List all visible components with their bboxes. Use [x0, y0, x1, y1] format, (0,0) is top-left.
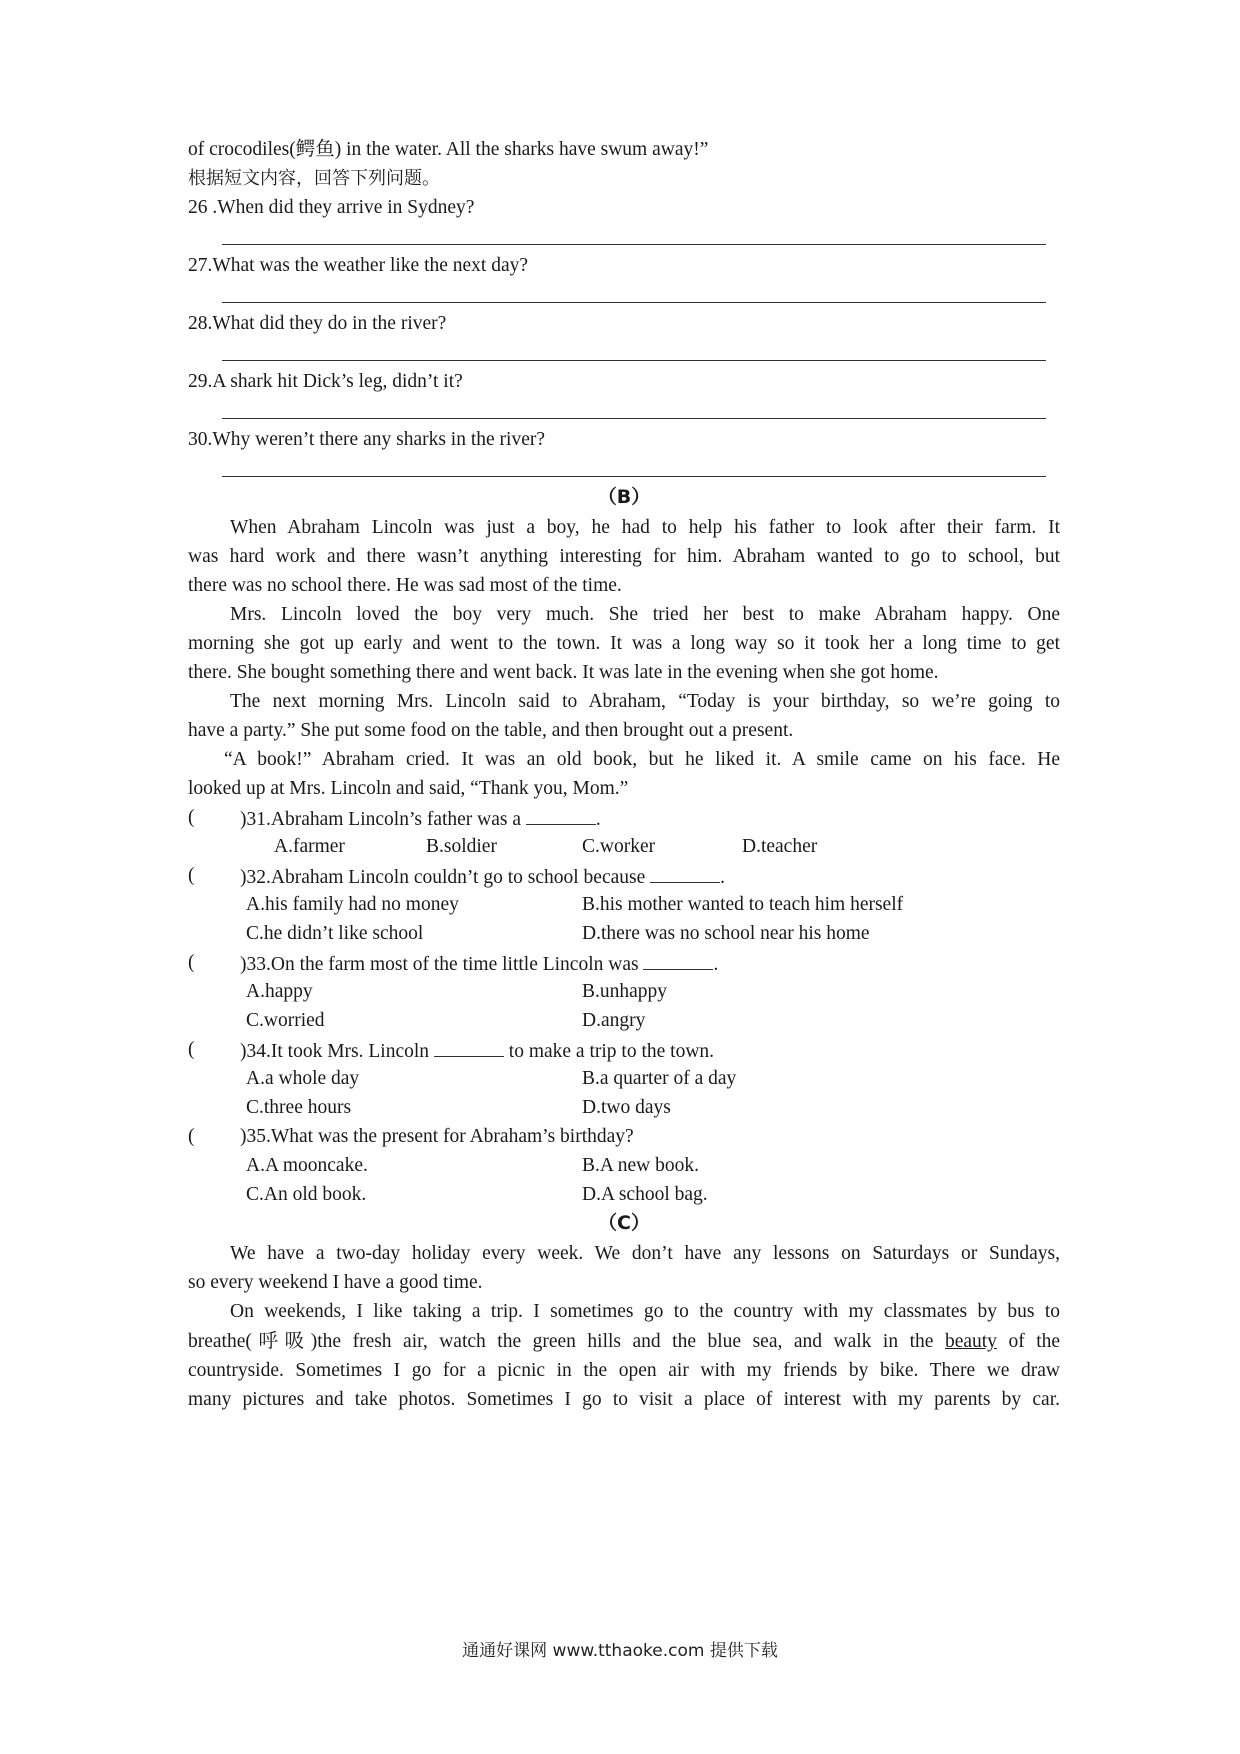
passage-c-line: breathe(呼吸)the fresh air, watch the green hills and the blue sea, and walk in the beauty of the	[188, 1331, 1061, 1352]
answer-paren[interactable]: (	[188, 807, 195, 828]
option-34-a[interactable]: A.a whole day	[246, 1068, 360, 1089]
passage-b-line: there was no school there. He was sad most of the time.	[188, 575, 622, 596]
passage-a-last-line: of crocodiles(鳄鱼) in the water. All the sharks have swum away!”	[188, 139, 709, 160]
option-35-d[interactable]: D.A school bag.	[582, 1184, 708, 1205]
option-32-a[interactable]: A.his family had no money	[246, 894, 459, 915]
option-35-a[interactable]: A.A mooncake.	[246, 1155, 368, 1176]
blank	[643, 951, 713, 970]
option-35-c[interactable]: C.An old book.	[246, 1184, 367, 1205]
answer-line-26[interactable]	[222, 244, 1046, 245]
question-28: 28.What did they do in the river?	[188, 313, 447, 334]
option-34-b[interactable]: B.a quarter of a day	[582, 1068, 737, 1089]
instruction-text: 根据短文内容，回答下列问题。	[188, 168, 440, 189]
option-31-b[interactable]: B.soldier	[426, 836, 497, 857]
passage-b-line: morning she got up early and went to the town. It was a long way so it took her a long time to get	[188, 633, 1060, 654]
answer-line-29[interactable]	[222, 418, 1046, 419]
question-26: 26 .When did they arrive in Sydney?	[188, 197, 475, 218]
question-30: 30.Why weren’t there any sharks in the river?	[188, 429, 546, 450]
passage-b-line: there. She bought something there and went back. It was late in the evening when she got home.	[188, 662, 939, 683]
page-footer: 通通好课网 www.tthaoke.com 提供下载	[462, 1641, 778, 1661]
passage-b-line: was hard work and there wasn’t anything interesting for him. Abraham wanted to go to school, but	[188, 546, 1060, 567]
passage-b-line: have a party.” She put some food on the table, and then brought out a present.	[188, 720, 794, 741]
option-35-b[interactable]: B.A new book.	[582, 1155, 699, 1176]
passage-c-line: We have a two-day holiday every week. We don’t have any lessons on Saturdays or Sundays,	[230, 1243, 1060, 1264]
option-31-c[interactable]: C.worker	[582, 836, 656, 857]
option-32-c[interactable]: C.he didn’t like school	[246, 923, 424, 944]
passage-c-line: so every weekend I have a good time.	[188, 1272, 483, 1293]
passage-b-line: “A book!” Abraham cried. It was an old book, but he liked it. A smile came on his face. He	[224, 749, 1060, 770]
section-b-heading: （B）	[597, 486, 651, 508]
option-33-c[interactable]: C.worried	[246, 1010, 325, 1031]
answer-paren[interactable]: (	[188, 1039, 195, 1060]
passage-b-line: When Abraham Lincoln was just a boy, he had to help his father to look after their farm. It	[230, 517, 1060, 538]
question-27: 27.What was the weather like the next day?	[188, 255, 529, 276]
option-32-d[interactable]: D.there was no school near his home	[582, 923, 870, 944]
option-31-d[interactable]: D.teacher	[742, 836, 818, 857]
blank	[526, 806, 596, 825]
option-34-c[interactable]: C.three hours	[246, 1097, 352, 1118]
question-29: 29.A shark hit Dick’s leg, didn’t it?	[188, 371, 463, 392]
underlined-word: beauty	[944, 1331, 997, 1352]
answer-paren[interactable]: (	[188, 865, 195, 886]
blank	[650, 864, 720, 883]
answer-line-30[interactable]	[222, 476, 1046, 477]
passage-b-line: looked up at Mrs. Lincoln and said, “Thank you, Mom.”	[188, 778, 629, 799]
passage-b-line: The next morning Mrs. Lincoln said to Abraham, “Today is your birthday, so we’re going to	[230, 691, 1060, 712]
option-34-d[interactable]: D.two days	[582, 1097, 671, 1118]
answer-line-27[interactable]	[222, 302, 1046, 303]
passage-c-line: countryside. Sometimes I go for a picnic in the open air with my friends by bike. There we draw	[188, 1360, 1060, 1381]
passage-c-line: On weekends, I like taking a trip. I sometimes go to the country with my classmates by bus to	[230, 1301, 1060, 1322]
option-33-b[interactable]: B.unhappy	[582, 981, 668, 1002]
option-31-a[interactable]: A.farmer	[274, 836, 345, 857]
blank	[434, 1038, 504, 1057]
passage-c-line: many pictures and take photos. Sometimes I go to visit a place of interest with my parents by car.	[188, 1389, 1060, 1410]
answer-paren[interactable]: (	[188, 1126, 195, 1147]
answer-line-28[interactable]	[222, 360, 1046, 361]
option-32-b[interactable]: B.his mother wanted to teach him herself	[582, 894, 904, 915]
option-33-a[interactable]: A.happy	[246, 981, 313, 1002]
answer-paren[interactable]: (	[188, 952, 195, 973]
passage-b-line: Mrs. Lincoln loved the boy very much. She tried her best to make Abraham happy. One	[230, 604, 1060, 625]
section-c-heading: （C）	[598, 1212, 650, 1234]
option-33-d[interactable]: D.angry	[582, 1010, 646, 1031]
